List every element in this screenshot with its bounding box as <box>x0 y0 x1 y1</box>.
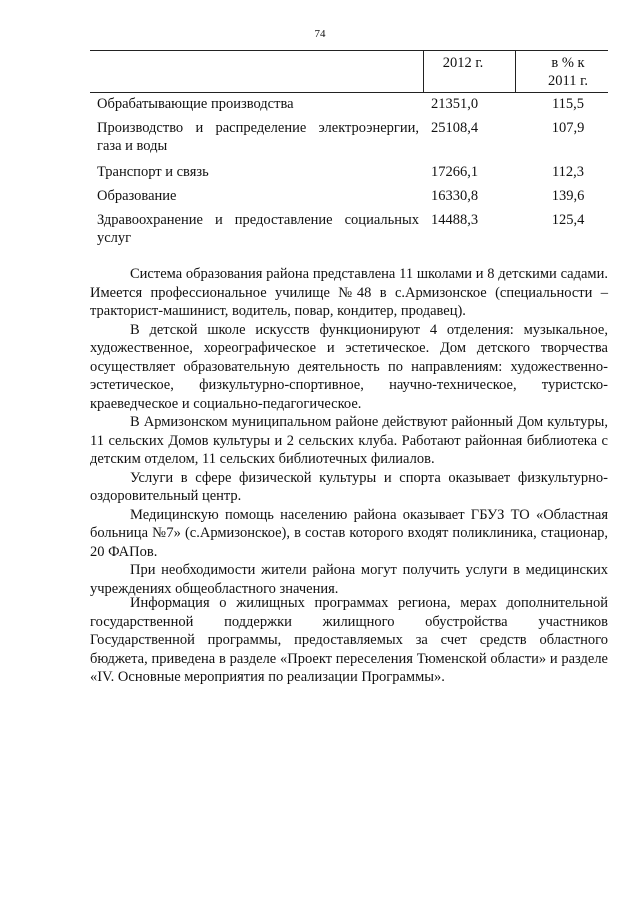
paragraph: Система образования района представлена 11 школами и 8 детскими садами. Имеется профессиональное училище №48 в с.Армизонское (специальности – тракторист-машинист, водитель, повар, кондитер, продавец). <box>90 266 608 319</box>
table-row <box>90 159 608 183</box>
paragraph: В Армизонском муниципальном районе действуют районный Дом культуры, 11 сельских Домов культуры и 2 сельских клуба. Работают районная библиотека с детским отделом, 11 сельских библиотечных филиалов. <box>90 414 608 467</box>
table-row <box>90 207 608 251</box>
row-percent: 115,5 <box>551 96 585 112</box>
paragraph: В детской школе искусств функционируют 4 отделения: музыкальное, художественное, хореографическое и эстетическое. Дом детского творчества осуществляет образовательную деятельность по направлениям: художественно-эстетическое, физкультурно-спортивное, научно-техническое, туристско-краеведческое и социально-педагогическое. <box>90 321 608 412</box>
row-percent: 125,4 <box>551 212 585 228</box>
paragraph: Информация о жилищных программах региона, мерах дополнительной государственной поддержки жилищного обустройства участников Государственной программы, предоставляемых за счет средств областного бюджета, приведена в разделе «Проект переселения Тюменской области» и разделе «IV. Основные мероприятия по реализации Программы». <box>90 595 608 685</box>
column-divider <box>515 51 516 92</box>
header-year: 2012 г. <box>442 55 484 71</box>
row-name: Производство и распределение электроэнергии, газа и воды <box>97 120 419 154</box>
row-value: 14488,3 <box>431 212 479 228</box>
paragraph: Медицинскую помощь населению района оказывает ГБУЗ ТО «Областная больница №7» (с.Армизонское), в состав которого входят поликлиника, стационар, 20 ФАПов. <box>90 506 608 560</box>
page-number: 74 <box>314 28 326 40</box>
row-percent: 112,3 <box>551 164 585 180</box>
row-value: 16330,8 <box>431 188 479 204</box>
table-header-row <box>90 50 608 93</box>
paragraph: Услуги в сфере физической культуры и спорта оказывает физкультурно-оздоровительный центр. <box>90 469 608 504</box>
table-row <box>90 115 608 159</box>
row-percent: 139,6 <box>551 188 585 204</box>
header-percent-line2: 2011 г. <box>547 73 589 89</box>
row-percent: 107,9 <box>551 120 585 136</box>
header-percent <box>528 54 608 90</box>
row-value: 21351,0 <box>431 96 479 112</box>
row-name: Образование <box>97 188 177 204</box>
row-value: 17266,1 <box>431 164 479 180</box>
body-text-final <box>90 594 608 687</box>
paragraph: При необходимости жители района могут получить услуги в медицинских учреждениях общеобластного значения. <box>90 562 608 597</box>
row-value: 25108,4 <box>431 120 479 136</box>
row-name: Обрабатывающие производства <box>97 96 294 112</box>
row-name: Транспорт и связь <box>97 164 209 180</box>
row-name: Здравоохранение и предоставление социальных услуг <box>97 212 419 246</box>
header-percent-line1: в % к <box>551 55 585 71</box>
body-text <box>90 265 608 598</box>
table-row <box>90 183 608 207</box>
data-table <box>90 50 608 251</box>
table-row <box>90 93 608 115</box>
